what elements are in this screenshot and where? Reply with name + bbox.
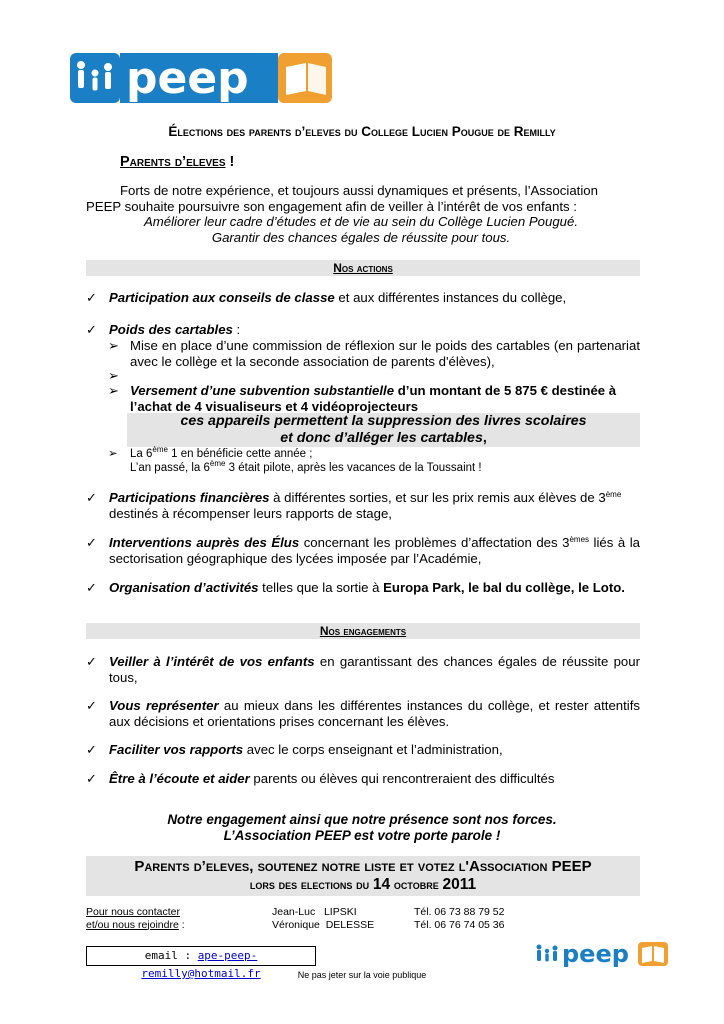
- highlight-box: ces appareils permettent la suppression des livres scolaires et donc d’alléger les cartables,: [127, 413, 640, 447]
- goal-2: Garantir des chances égales de réussite pour tous.: [211, 229, 511, 245]
- contact-names: Jean-Luc LIPSKI Véronique DELESSE: [272, 906, 375, 931]
- list-item: ✓ Vous représenter au mieux dans les différentes instances du collège, et rester attentifs aux décisions et orientations prises concernant les élèves.: [86, 698, 640, 729]
- check-icon: ✓: [86, 290, 97, 305]
- list-item: ✓ Poids des cartables :: [86, 322, 241, 337]
- list-item: ✓ Faciliter vos rapports avec le corps enseignant et l’administration,: [86, 742, 503, 757]
- closing-statement: Notre engagement ainsi que notre présence sont nos forces. L’Association PEEP est votre porte parole !: [167, 812, 557, 843]
- sub-item: ➢ Mise en place d’une commission de réflexion sur le poids des cartables (en partenariat avec le collège et la seconde association de parents d'élèves),: [108, 338, 640, 369]
- document-title: Élections des parents d’eleves du College Lucien Pougue de Remilly: [168, 124, 556, 139]
- check-icon: ✓: [86, 742, 97, 757]
- footer-note: Ne pas jeter sur la voie publique: [297, 970, 427, 980]
- email-box: email : ape-peep-remilly@hotmail.fr: [86, 946, 316, 966]
- check-icon: ✓: [86, 771, 97, 786]
- peep-logo-small: [534, 940, 670, 968]
- contact-phones: Tél. 06 73 88 79 52 Tél. 06 76 74 05 36: [414, 906, 505, 931]
- sub-item: ➢ Versement d’une subvention substantielle d’un montant de 5 875 € destinée à l’achat de 4 visualiseurs et 4 vidéoprojecteurs: [108, 383, 617, 414]
- vote-banner: Parents d’eleves, soutenez notre liste et votez l'Association PEEP lors des elections du 14 octobre 2011: [86, 856, 640, 896]
- list-item: ✓ Organisation d’activités telles que la sortie à Europa Park, le bal du collège, le Loto.: [86, 580, 625, 595]
- sub-item: ➢ La 6ème 1 en bénéficie cette année ; L’an passé, la 6ème 3 était pilote, après les vacances de la Toussaint !: [108, 445, 482, 474]
- list-item: ✓ Veiller à l’intérêt de vos enfants en garantissant des chances égales de réussite pour tous,: [86, 654, 640, 685]
- greeting-heading: Parents d’eleves !: [120, 154, 235, 170]
- check-icon: ✓: [86, 490, 97, 505]
- arrow-icon: ➢: [108, 368, 120, 383]
- check-icon: ✓: [86, 698, 97, 713]
- intro-paragraph: Forts de notre expérience, et toujours aussi dynamiques et présents, l’Association PEEP souhaite poursuivre son engagement afin de veiller à l’intérêt de vos enfants : Améliorer leur cadre d’études et de vie au sein du Collège Lucien Pougué. Garantir des chances égales de réussite pour tous.: [86, 183, 636, 245]
- list-item: ✓ Participation aux conseils de classe et aux différentes instances du collège,: [86, 290, 567, 305]
- arrow-icon: ➢: [108, 383, 120, 398]
- section-heading-engagements: Nos engagements: [86, 623, 640, 639]
- email-link[interactable]: ape-peep-remilly@hotmail.fr: [141, 949, 261, 980]
- check-icon: ✓: [86, 322, 97, 337]
- check-icon: ✓: [86, 535, 97, 550]
- arrow-icon: ➢: [108, 448, 118, 460]
- list-item: ✓ Interventions auprès des Élus concernant les problèmes d’affectation des 3èmes liés à la sectorisation géographique des lycées imposée par l’Académie,: [86, 535, 640, 566]
- list-item: ✓ Être à l’écoute et aider parents ou élèves qui rencontreraient des difficultés: [86, 771, 555, 786]
- list-item: ✓ Participations financières à différentes sorties, et sur les prix remis aux élèves de 3ème destinés à récompenser leurs rapports de stage,: [86, 490, 622, 521]
- logo-text: peep: [126, 53, 249, 103]
- contact-labels: Pour nous contacter et/ou nous rejoindre :: [86, 906, 185, 931]
- section-heading-actions: Nos actions: [86, 260, 640, 276]
- check-icon: ✓: [86, 654, 97, 669]
- goal-1: Améliorer leur cadre d’études et de vie au sein du Collège Lucien Pougué.: [144, 214, 578, 229]
- peep-logo: [70, 53, 332, 103]
- check-icon: ✓: [86, 580, 97, 595]
- logo-small-text: peep: [562, 940, 629, 968]
- arrow-icon: ➢: [108, 338, 120, 353]
